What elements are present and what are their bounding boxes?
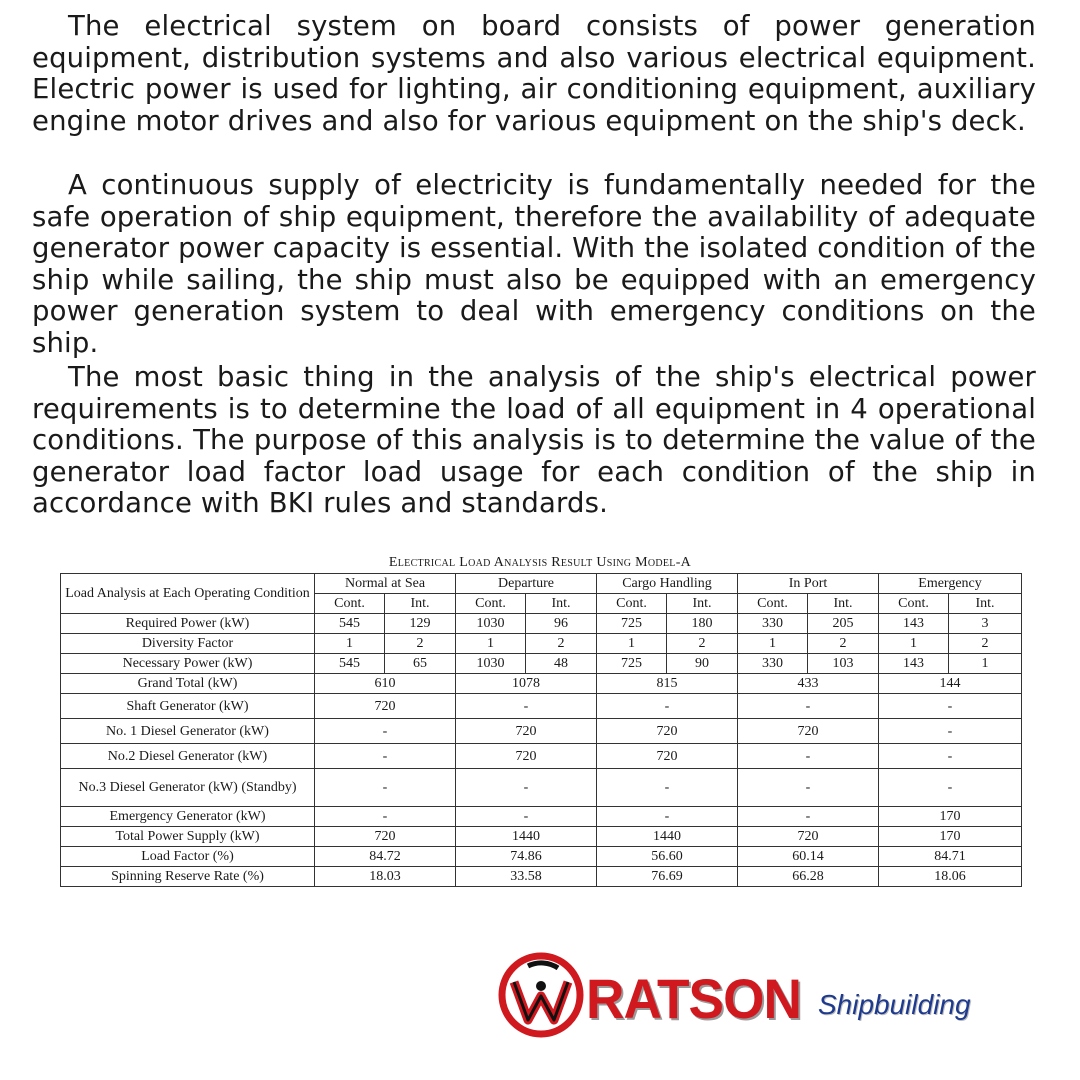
table-cell: 48	[526, 654, 597, 674]
condition-header: Emergency	[879, 574, 1022, 594]
table-cell: 2	[385, 634, 456, 654]
table-row	[61, 807, 1022, 827]
table-cell: 545	[315, 654, 385, 674]
logo-wordmark: RATSON	[586, 967, 801, 1030]
row-label: No. 1 Diesel Generator (kW)	[61, 719, 315, 744]
table-cell: 433	[738, 674, 879, 694]
intro-paragraph-3: The most basic thing in the analysis of the ship's electrical power requirements is to determine the load of all equipment in 4 operational conditions. The purpose of this analysis is to determine the value of the generator load factor load usage for each condition of the ship in accordance with BKI rules and standards.	[32, 361, 1036, 519]
sub-header-int: Int.	[526, 594, 597, 614]
sub-header-int: Int.	[667, 594, 738, 614]
logo-subtitle: Shipbuilding	[818, 989, 971, 1020]
table-cell: 725	[597, 614, 667, 634]
condition-header: Departure	[456, 574, 597, 594]
table-row	[61, 614, 1022, 634]
row-label: Necessary Power (kW)	[61, 654, 315, 674]
table-cell: 144	[879, 674, 1022, 694]
table-cell: 1440	[597, 827, 738, 847]
table-cell: 330	[738, 614, 808, 634]
table-cell: 1078	[456, 674, 597, 694]
table-cell: 180	[667, 614, 738, 634]
table-cell: 2	[808, 634, 879, 654]
table-cell: 1	[949, 654, 1022, 674]
table-cell: -	[315, 744, 456, 769]
table-cell: 3	[949, 614, 1022, 634]
table-cell: 60.14	[738, 847, 879, 867]
sub-header-cont: Cont.	[597, 594, 667, 614]
table-cell: -	[738, 744, 879, 769]
ratson-shipbuilding-logo	[498, 950, 1008, 1040]
row-label: Required Power (kW)	[61, 614, 315, 634]
table-row	[61, 654, 1022, 674]
condition-header: Cargo Handling	[597, 574, 738, 594]
table-row	[61, 847, 1022, 867]
row-label: Total Power Supply (kW)	[61, 827, 315, 847]
row-label: Diversity Factor	[61, 634, 315, 654]
table-cell: 66.28	[738, 867, 879, 887]
table-row	[61, 694, 1022, 719]
table-cell: 33.58	[456, 867, 597, 887]
row-label: No.3 Diesel Generator (kW) (Standby)	[61, 769, 315, 807]
table-cell: 1	[597, 634, 667, 654]
table-row	[61, 827, 1022, 847]
table-cell: 330	[738, 654, 808, 674]
row-label: Load Factor (%)	[61, 847, 315, 867]
table-cell: 720	[738, 827, 879, 847]
load-analysis-table	[60, 573, 1022, 887]
table-cell: 1	[879, 634, 949, 654]
table-cell: -	[879, 719, 1022, 744]
table-corner-label: Load Analysis at Each Operating Condition	[61, 574, 315, 614]
table-cell: 205	[808, 614, 879, 634]
table-cell: -	[597, 694, 738, 719]
table-cell: 720	[456, 744, 597, 769]
table-cell: 610	[315, 674, 456, 694]
sub-header-int: Int.	[385, 594, 456, 614]
table-cell: 720	[597, 744, 738, 769]
table-cell: 96	[526, 614, 597, 634]
table-cell: -	[456, 769, 597, 807]
sub-header-cont: Cont.	[315, 594, 385, 614]
row-label: Spinning Reserve Rate (%)	[61, 867, 315, 887]
table-cell: -	[315, 807, 456, 827]
table-cell: 720	[456, 719, 597, 744]
table-cell: -	[456, 807, 597, 827]
table-cell: 18.03	[315, 867, 456, 887]
table-cell: -	[315, 769, 456, 807]
condition-header: Normal at Sea	[315, 574, 456, 594]
table-cell: 720	[315, 694, 456, 719]
table-cell: 84.72	[315, 847, 456, 867]
table-cell: 720	[597, 719, 738, 744]
intro-paragraph-1: The electrical system on board consists of power generation equipment, distribution systems and also various electrical equipment. Electric power is used for lighting, air conditioning equipment, auxiliary engine motor drives and also for various equipment on the ship's deck.	[32, 10, 1036, 137]
table-cell: 720	[738, 719, 879, 744]
table-cell: -	[315, 719, 456, 744]
intro-paragraph-2: A continuous supply of electricity is fundamentally needed for the safe operation of ship equipment, therefore the availability of adequate generator power capacity is essential. With the isolated condition of the ship while sailing, the ship must also be equipped with an emergency power generation system to deal with emergency conditions on the ship.	[32, 169, 1036, 359]
table-cell: 1440	[456, 827, 597, 847]
table-cell: 170	[879, 827, 1022, 847]
table-row	[61, 719, 1022, 744]
table-cell: -	[738, 769, 879, 807]
table-cell: 65	[385, 654, 456, 674]
table-cell: -	[456, 694, 597, 719]
table-cell: 143	[879, 654, 949, 674]
sub-header-int: Int.	[808, 594, 879, 614]
table-cell: 2	[667, 634, 738, 654]
table-title: Electrical Load Analysis Result Using Model-A	[388, 555, 692, 570]
sub-header-cont: Cont.	[879, 594, 949, 614]
table-cell: 56.60	[597, 847, 738, 867]
table-cell: 545	[315, 614, 385, 634]
table-row	[61, 674, 1022, 694]
table-cell: 1	[456, 634, 526, 654]
table-cell: -	[879, 769, 1022, 807]
table-cell: 74.86	[456, 847, 597, 867]
table-cell: -	[879, 744, 1022, 769]
table-cell: 720	[315, 827, 456, 847]
table-cell: -	[738, 694, 879, 719]
table-cell: 143	[879, 614, 949, 634]
table-cell: 1030	[456, 654, 526, 674]
table-cell: 18.06	[879, 867, 1022, 887]
table-cell: 2	[949, 634, 1022, 654]
sub-header-int: Int.	[949, 594, 1022, 614]
table-row	[61, 744, 1022, 769]
sub-header-cont: Cont.	[738, 594, 808, 614]
table-cell: 1	[738, 634, 808, 654]
table-row	[61, 634, 1022, 654]
row-label: No.2 Diesel Generator (kW)	[61, 744, 315, 769]
table-cell: 76.69	[597, 867, 738, 887]
table-cell: 170	[879, 807, 1022, 827]
row-label: Grand Total (kW)	[61, 674, 315, 694]
table-cell: -	[879, 694, 1022, 719]
table-cell: 2	[526, 634, 597, 654]
table-cell: 1	[315, 634, 385, 654]
condition-header: In Port	[738, 574, 879, 594]
table-cell: -	[738, 807, 879, 827]
table-cell: 90	[667, 654, 738, 674]
table-cell: -	[597, 807, 738, 827]
table-cell: 815	[597, 674, 738, 694]
table-cell: 103	[808, 654, 879, 674]
table-cell: 129	[385, 614, 456, 634]
table-cell: 84.71	[879, 847, 1022, 867]
row-label: Shaft Generator (kW)	[61, 694, 315, 719]
table-cell: 725	[597, 654, 667, 674]
table-cell: 1030	[456, 614, 526, 634]
sub-header-cont: Cont.	[456, 594, 526, 614]
table-row	[61, 867, 1022, 887]
table-cell: -	[597, 769, 738, 807]
ratson-emblem-icon	[498, 952, 584, 1038]
row-label: Emergency Generator (kW)	[61, 807, 315, 827]
table-row	[61, 769, 1022, 807]
